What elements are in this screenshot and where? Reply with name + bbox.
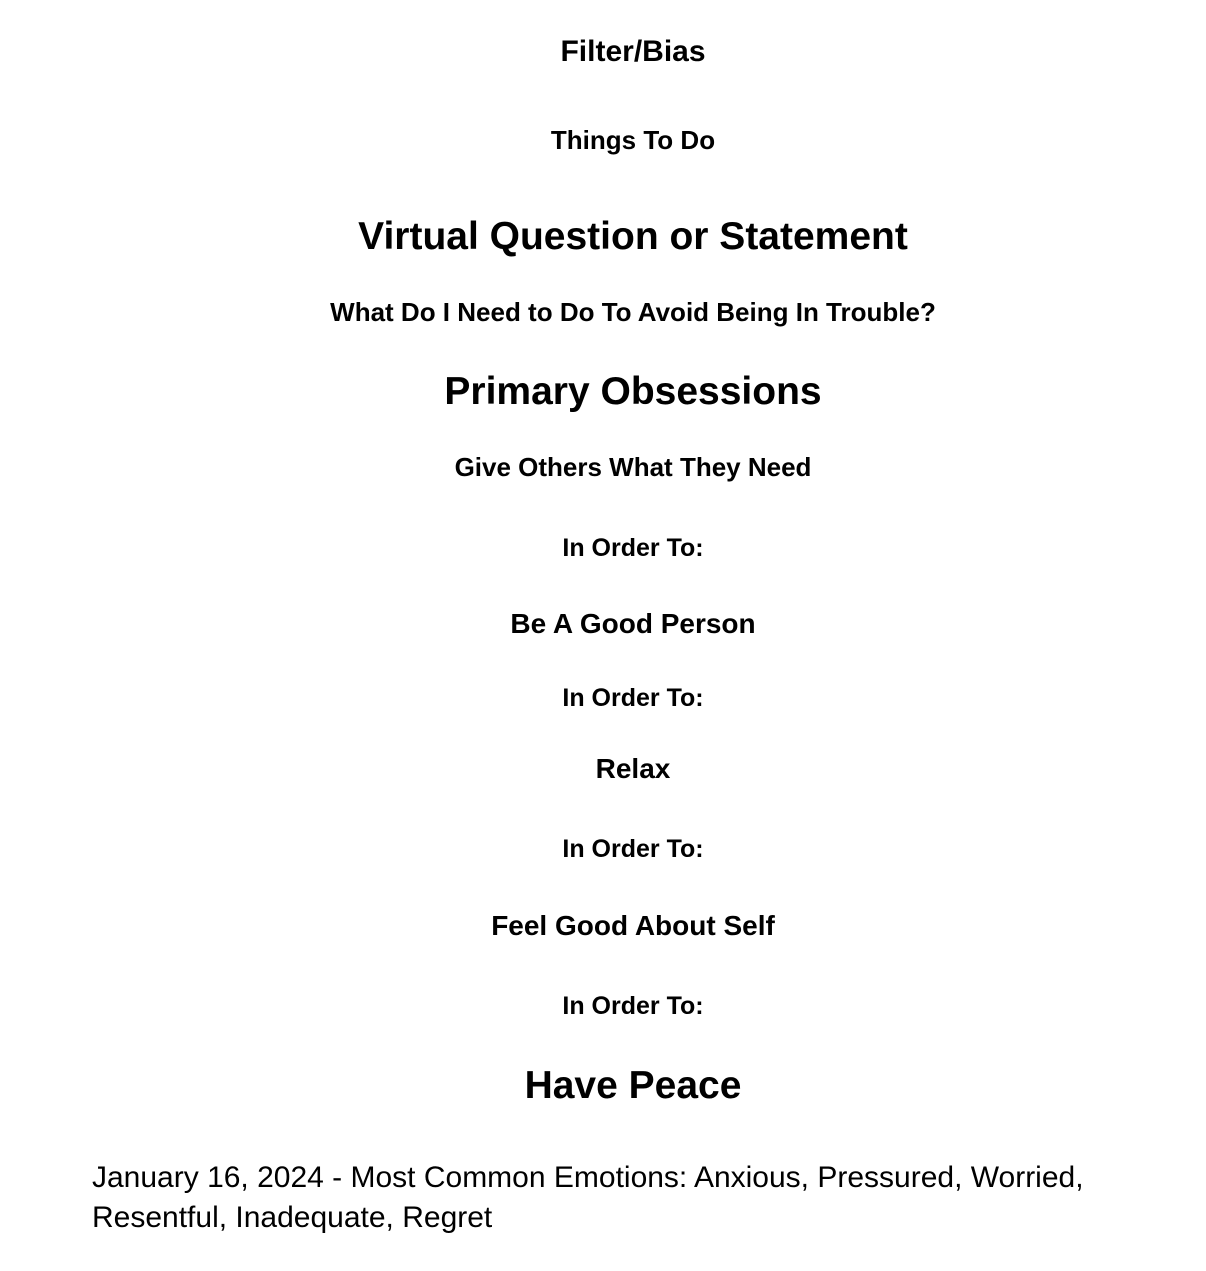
page-title: Filter/Bias (560, 35, 706, 68)
chain-connector: In Order To: (562, 992, 704, 1020)
chain-item: Relax (595, 753, 671, 784)
chain-item: Give Others What They Need (454, 452, 812, 482)
chain-connector: In Order To: (562, 835, 704, 863)
section-heading-virtual: Virtual Question or Statement (358, 215, 908, 258)
section-heading-obsessions: Primary Obsessions (444, 370, 822, 413)
chain-item: Be A Good Person (510, 608, 756, 639)
chain-item: Feel Good About Self (491, 910, 775, 941)
chain-connector: In Order To: (562, 684, 704, 712)
subtitle: Things To Do (550, 125, 716, 155)
chain-item-final: Have Peace (524, 1064, 742, 1107)
virtual-question: What Do I Need to Do To Avoid Being In Trouble? (330, 297, 936, 327)
footer-note: January 16, 2024 - Most Common Emotions: Anxious, Pressured, Worried, Resentful, Inadequate, Regret (92, 1161, 1084, 1234)
chain-connector: In Order To: (562, 534, 704, 562)
